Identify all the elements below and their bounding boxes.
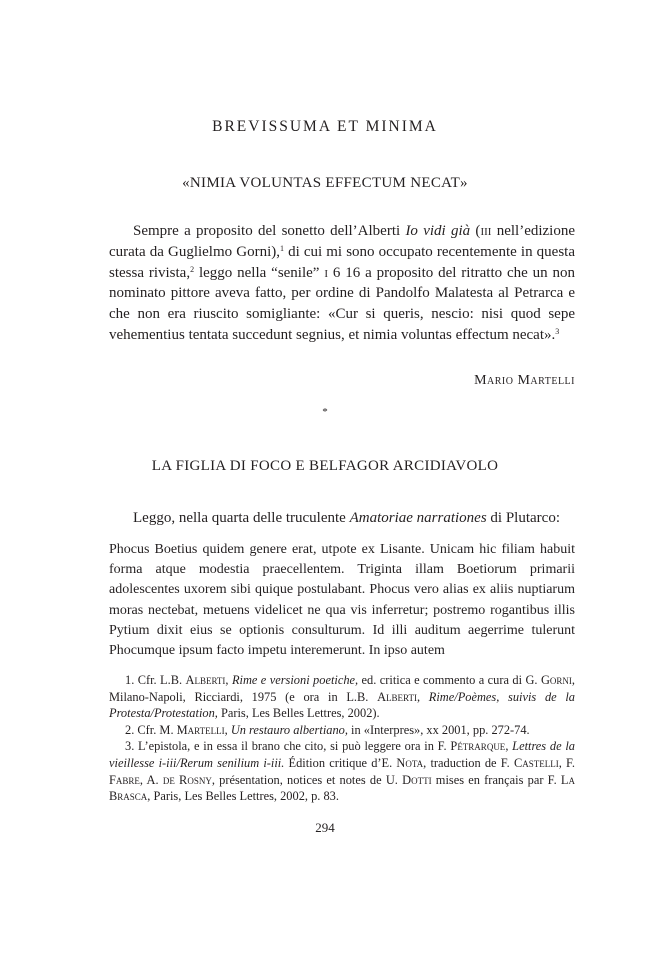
footnote-ref-2[interactable]: 2 <box>190 264 195 274</box>
article-paragraph-nimia: Sempre a proposito del sonetto dell’Alberti Io vidi già (iii nell’edizione curata da Guglielmo Gorni),$^1$ di cui mi sono occupato recentemente in questa stessa rivista,$^2$ leggo nella “senile” i 6 16 a proposito del ritratto che un non nominato pittore aveva fatto, per ordine di Pandolfo Malatesta al Petrarca e che non era riuscito somigliante: «Cur si queris, nescio: nisi quod sepe vehementius tentata succedunt segnius, et nimia voluntas effectum necat».$^3$ <box>109 223 576 343</box>
footnote-3: 3. L’epistola, e in essa il brano che cito, si può leggere ora in F. Pétrarque, Lettres de la vieillesse i-iii/Rerum senilium i-iii. Édition critique d’E. Nota, traduction de F. Castelli, F. Fabre, A. de Rosny, présentation, notices et notes de U. Dotti mises en français par F. La Brasca, Paris, Les Belles Lettres, 2002, p. 83. <box>109 739 575 804</box>
footnote-ref-3[interactable]: 3 <box>555 326 560 336</box>
block-quote-plutarch: Phocus Boetius quidem genere erat, utpote ex Lisante. Unicam hic filiam habuit forma atque modestia praecellentem. Triginta illam Boetiorum primarii adolescentes uxorem sibi quique postulabant. Phocus vero alias ex aliis nuptiarum moras nectebat, metuens videlicet ne qua vis inferretur; postremo rogantibus illis Pytium dixit eius se optionis consulturum. Id illi auditum aegerrime tulerunt Phocumque ipsum facto impetu interemerunt. In ipso autem <box>109 542 575 659</box>
footnotes <box>109 672 575 805</box>
article-author: Mario Martelli <box>474 373 575 388</box>
running-head: BREVISSUMA ET MINIMA <box>212 118 438 135</box>
footnote-1: 1. Cfr. L.B. Alberti, Rime e versioni poetiche, ed. critica e commento a cura di G. Gorni, Milano-Napoli, Ricciardi, 1975 (e ora in L.B. Alberti, Rime/Poèmes, suivis de la Protesta/Protestation, Paris, Les Belles Lettres, 2002). <box>109 673 575 721</box>
article-title-nimia: «NIMIA VOLUNTAS EFFECTUM NECAT» <box>182 175 468 191</box>
article-intro-foco: Leggo, nella quarta delle truculente Amatoriae narrationes di Plutarco: <box>133 510 560 526</box>
footnote-2: 2. Cfr. M. Martelli, Un restauro albertiano, in «Interpres», xx 2001, pp. 272-74. <box>125 722 530 737</box>
section-separator: * <box>322 406 328 418</box>
page-number: 294 <box>315 820 335 835</box>
article-title-foco: LA FIGLIA DI FOCO E BELFAGOR ARCIDIAVOLO <box>151 458 499 474</box>
footnote-ref-1[interactable]: 1 <box>279 243 284 253</box>
